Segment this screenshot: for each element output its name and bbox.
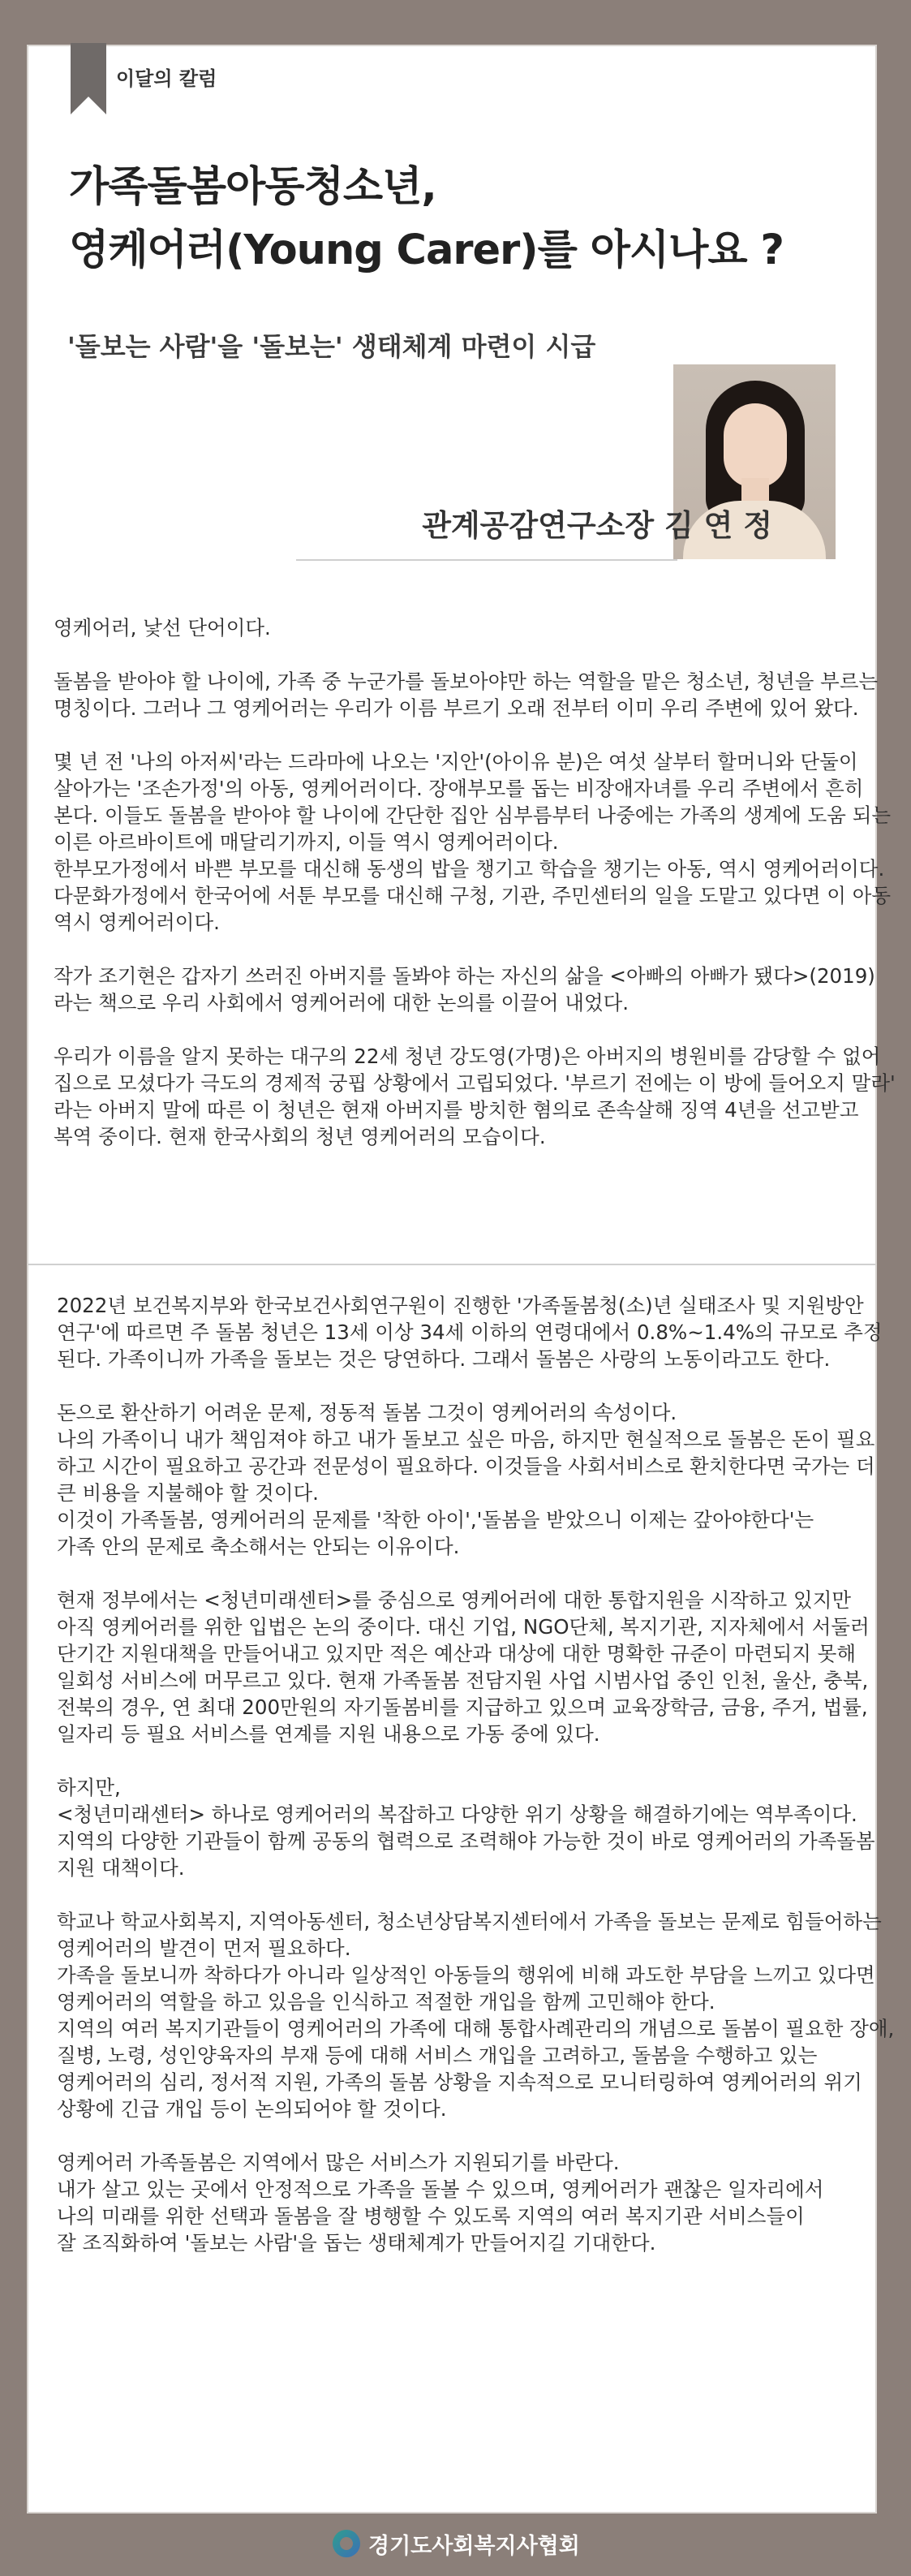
body-line: 지역의 다양한 기관들이 함께 공동의 협력으로 조력해야 가능한 것이 바로 영케어러의 가족돌봄 bbox=[57, 1829, 875, 1853]
body-line: 내가 살고 있는 곳에서 안정적으로 가족을 돌볼 수 있으며, 영케어러가 괜찮은 일자리에서 bbox=[57, 2178, 824, 2201]
body-paragraph bbox=[54, 614, 896, 641]
body-line: 현재 정부에서는 <청년미래센터>를 중심으로 영케어러에 대한 통합지원을 시작하고 있지만 bbox=[57, 1588, 852, 1612]
body-paragraph bbox=[54, 748, 896, 936]
body-line: 일회성 서비스에 머무르고 있다. 현재 가족돌봄 전담지원 사업 시범사업 중인 인천, 울산, 충북, bbox=[57, 1669, 869, 1692]
body-line: 명칭이다. 그러나 그 영케어러는 우리가 이름 부르기 오래 전부터 이미 우리 주변에 있어 왔다. bbox=[54, 696, 859, 720]
article-subtitle: '돌보는 사람'을 '돌보는' 생태체계 마련이 시급 bbox=[67, 331, 596, 362]
article-title bbox=[69, 156, 848, 282]
body-line: 일자리 등 필요 서비스를 연계를 지원 내용으로 가동 중에 있다. bbox=[57, 1722, 600, 1746]
body-line: 복역 중이다. 현재 한국사회의 청년 영케어러의 모습이다. bbox=[54, 1125, 546, 1148]
association-logo-icon bbox=[333, 2530, 360, 2557]
body-line: 영케어러의 발견이 먼저 필요하다. bbox=[57, 1936, 351, 1960]
body-line: 가족 안의 문제로 축소해서는 안되는 이유이다. bbox=[57, 1535, 460, 1558]
body-paragraph bbox=[54, 668, 896, 722]
article-title-line: 영케어러(Young Carer)를 아시나요 ? bbox=[69, 226, 784, 274]
body-line: 연구'에 따르면 주 돌봄 청년은 13세 이상 34세 이하의 연령대에서 0.8%~1.4%의 규모로 추정 bbox=[57, 1320, 883, 1344]
body-line: 이른 아르바이트에 매달리기까지, 이들 역시 영케어러이다. bbox=[54, 830, 559, 854]
column-card bbox=[27, 45, 896, 2514]
body-line: 잘 조직화하여 '돌보는 사람'을 돕는 생태체계가 만들어지길 기대한다. bbox=[57, 2231, 656, 2255]
article-body-part2 bbox=[57, 1292, 894, 2283]
body-line: 라는 책으로 우리 사회에서 영케어러에 대한 논의를 이끌어 내었다. bbox=[54, 991, 630, 1014]
section-label: 이달의 칼럼 bbox=[116, 67, 217, 90]
body-line: 영케어러 가족돌봄은 지역에서 많은 서비스가 지원되기를 바란다. bbox=[57, 2151, 620, 2174]
body-line: 된다. 가족이니까 가족을 돌보는 것은 당연하다. 그래서 돌봄은 사랑의 노동이라고도 한다. bbox=[57, 1347, 831, 1371]
body-line: 다문화가정에서 한국어에 서툰 부모를 대신해 구청, 기관, 주민센터의 일을 도맡고 있다면 이 아동 bbox=[54, 884, 892, 907]
body-line: 상황에 긴급 개입 등이 논의되어야 할 것이다. bbox=[57, 2097, 447, 2121]
body-line: 큰 비용을 지불해야 할 것이다. bbox=[57, 1481, 319, 1505]
byline-divider bbox=[296, 559, 677, 561]
body-paragraph bbox=[57, 1587, 894, 1747]
article-body-part1 bbox=[54, 614, 896, 1177]
body-line: 나의 가족이니 내가 책임져야 하고 내가 돌보고 싶은 마음, 하지만 현실적으로 돌봄은 돈이 필요 bbox=[57, 1428, 875, 1451]
footer-organization: 경기도사회복지사협회 bbox=[368, 2533, 580, 2559]
body-line: 돈으로 환산하기 어려운 문제, 정동적 돌봄 그것이 영케어러의 속성이다. bbox=[57, 1401, 677, 1424]
body-line: 몇 년 전 '나의 아저씨'라는 드라마에 나오는 '지안'(아이유 분)은 여섯 살부터 할머니와 단둘이 bbox=[54, 750, 858, 773]
author-byline: 관계공감연구소장 김 연 정 bbox=[422, 508, 772, 543]
footer-logo bbox=[333, 2526, 580, 2561]
body-line: 나의 미래를 위한 선택과 돌봄을 잘 병행할 수 있도록 지역의 여러 복지기관 서비스들이 bbox=[57, 2204, 805, 2228]
body-line: 한부모가정에서 바쁜 부모를 대신해 동생의 밥을 챙기고 학습을 챙기는 아동, 역시 영케어러이다. bbox=[54, 857, 885, 881]
body-paragraph bbox=[57, 2149, 894, 2256]
body-line: 전북의 경우, 연 최대 200만원의 자기돌봄비를 지급하고 있으며 교육장학금, 금융, 주거, 법률, bbox=[57, 1695, 868, 1719]
body-line: 지원 대책이다. bbox=[57, 1856, 185, 1880]
body-line: 지역의 여러 복지기관들이 영케어러의 가족에 대해 통합사례관리의 개념으로 돌봄이 필요한 장애, bbox=[57, 2017, 895, 2040]
body-line: 가족을 돌보니까 착하다가 아니라 일상적인 아동들의 행위에 비해 과도한 부담을 느끼고 있다면 bbox=[57, 1963, 875, 1987]
article-title-line: 가족돌봄아동청소년, bbox=[69, 163, 436, 211]
bookmark-ribbon-icon bbox=[71, 43, 106, 114]
body-line: 영케어러의 심리, 정서적 지원, 가족의 돌봄 상황을 지속적으로 모니터링하여 영케어러의 위기 bbox=[57, 2070, 862, 2094]
body-paragraph bbox=[54, 963, 896, 1016]
body-line: 하지만, bbox=[57, 1776, 121, 1799]
body-line: 집으로 모셨다가 극도의 경제적 궁핍 상황에서 고립되었다. '부르기 전에는 이 방에 들어오지 말라' bbox=[54, 1071, 896, 1095]
body-line: 영케어러, 낯선 단어이다. bbox=[54, 616, 271, 640]
body-line: 살아가는 '조손가정'의 아동, 영케어러이다. 장애부모를 돕는 비장애자녀를 우리 주변에서 흔히 bbox=[54, 777, 864, 800]
body-paragraph bbox=[57, 1399, 894, 1560]
body-line: 학교나 학교사회복지, 지역아동센터, 청소년상담복지센터에서 가족을 돌보는 문제로 힘들어하는 bbox=[57, 1910, 882, 1933]
body-line: 우리가 이름을 알지 못하는 대구의 22세 청년 강도영(가명)은 아버지의 병원비를 감당할 수 없어 bbox=[54, 1045, 881, 1068]
body-line: 아직 영케어러를 위한 입법은 논의 중이다. 대신 기업, NGO단체, 복지기관, 지자체에서 서둘러 bbox=[57, 1615, 870, 1639]
body-paragraph bbox=[57, 1908, 894, 2122]
body-line: <청년미래센터> 하나로 영케어러의 복잡하고 다양한 위기 상황을 해결하기에는 역부족이다. bbox=[57, 1803, 857, 1826]
body-paragraph bbox=[57, 1292, 894, 1372]
body-line: 돌봄을 받아야 할 나이에, 가족 중 누군가를 돌보아야만 하는 역할을 맡은 청소년, 청년을 부르는 bbox=[54, 670, 879, 693]
body-line: 작가 조기현은 갑자기 쓰러진 아버지를 돌봐야 하는 자신의 삶을 <아빠의 아빠가 됐다>(2019) bbox=[54, 964, 875, 988]
section-divider bbox=[28, 1264, 875, 1265]
body-line: 영케어러의 역할을 하고 있음을 인식하고 적절한 개입을 함께 고민해야 한다. bbox=[57, 1990, 715, 2014]
body-paragraph bbox=[54, 1043, 896, 1150]
body-line: 단기간 지원대책을 만들어내고 있지만 적은 예산과 대상에 대한 명확한 규준이 마련되지 못해 bbox=[57, 1642, 857, 1665]
body-paragraph bbox=[57, 1774, 894, 1881]
body-line: 이것이 가족돌봄, 영케어러의 문제를 '착한 아이','돌봄을 받았으니 이제는 갚아야한다'는 bbox=[57, 1508, 814, 1531]
body-line: 2022년 보건복지부와 한국보건사회연구원이 진행한 '가족돌봄청(소)년 실태조사 및 지원방안 bbox=[57, 1294, 864, 1317]
body-line: 질병, 노령, 성인양육자의 부재 등에 대해 서비스 개입을 고려하고, 돌봄을 수행하고 있는 bbox=[57, 2044, 818, 2067]
body-line: 역시 영케어러이다. bbox=[54, 911, 220, 934]
body-line: 본다. 이들도 돌봄을 받아야 할 나이에 간단한 집안 심부름부터 나중에는 가족의 생계에 도움 되는 bbox=[54, 803, 892, 827]
body-line: 하고 시간이 필요하고 공간과 전문성이 필요하다. 이것들을 사회서비스로 환치한다면 국가는 더 bbox=[57, 1454, 875, 1478]
body-line: 라는 아버지 말에 따른 이 청년은 현재 아버지를 방치한 혐의로 존속살해 징역 4년을 선고받고 bbox=[54, 1098, 859, 1122]
